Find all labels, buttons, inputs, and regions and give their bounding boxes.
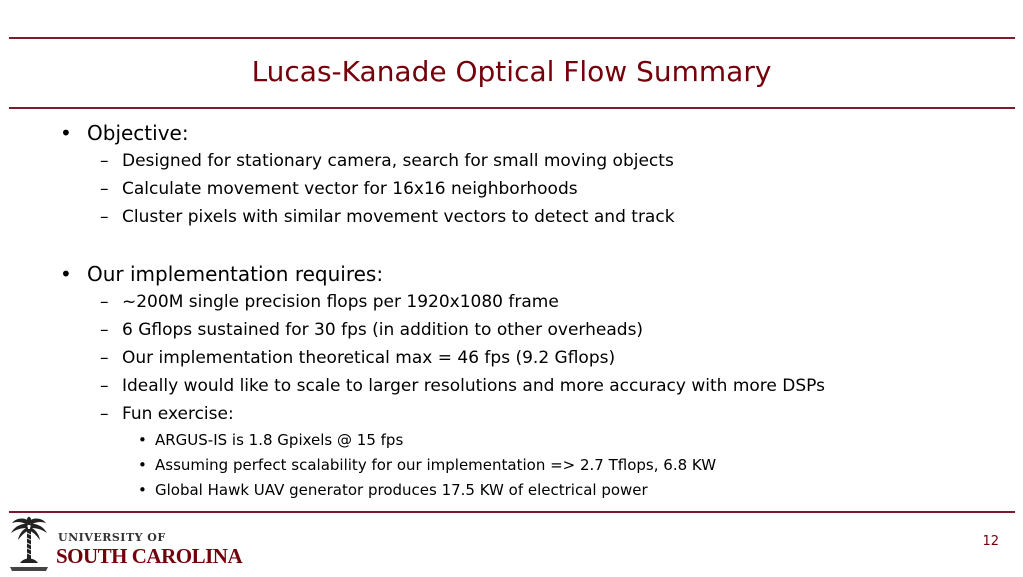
bullet-marker: • [60,121,72,145]
dash-marker: – [100,179,109,199]
dash-marker: – [100,292,109,312]
logo-line-2: SOUTH CAROLINA [56,544,243,568]
university-logo [6,515,243,573]
dash-marker: – [100,404,109,424]
dash-marker: – [100,376,109,396]
sub-sub-bullet: Global Hawk UAV generator produces 17.5 KW of electrical power [155,481,648,499]
small-bullet-marker: • [138,456,147,474]
sub-bullet-fun-exercise: Fun exercise: [122,404,234,424]
palmetto-tree-icon [6,515,52,573]
logo-line-1: UNIVERSITY OF [58,531,166,544]
footer-rule [9,511,1015,513]
sub-bullet: Ideally would like to scale to larger resolutions and more accuracy with more DSPs [122,376,825,396]
page-number: 12 [982,534,999,549]
small-bullet-marker: • [138,431,147,449]
sub-bullet: 6 Gflops sustained for 30 fps (in addition to other overheads) [122,320,644,340]
bullet-implementation: Our implementation requires: [87,262,384,286]
dash-marker: – [100,207,109,227]
small-bullet-marker: • [138,481,147,499]
slide-title: Lucas-Kanade Optical Flow Summary [251,55,772,88]
sub-bullet: Cluster pixels with similar movement vectors to detect and track [122,207,675,227]
dash-marker: – [100,320,109,340]
sub-bullet: ~200M single precision flops per 1920x1080 frame [122,292,559,312]
sub-sub-bullet: Assuming perfect scalability for our implementation => 2.7 Tflops, 6.8 KW [155,456,717,474]
bullet-objective: Objective: [87,121,189,145]
dash-marker: – [100,348,109,368]
dash-marker: – [100,151,109,171]
sub-bullet: Our implementation theoretical max = 46 fps (9.2 Gflops) [122,348,616,368]
sub-sub-bullet: ARGUS-IS is 1.8 Gpixels @ 15 fps [155,431,404,449]
bullet-marker: • [60,262,72,286]
sub-bullet: Calculate movement vector for 16x16 neighborhoods [122,179,578,199]
sub-bullet: Designed for stationary camera, search for small moving objects [122,151,674,171]
